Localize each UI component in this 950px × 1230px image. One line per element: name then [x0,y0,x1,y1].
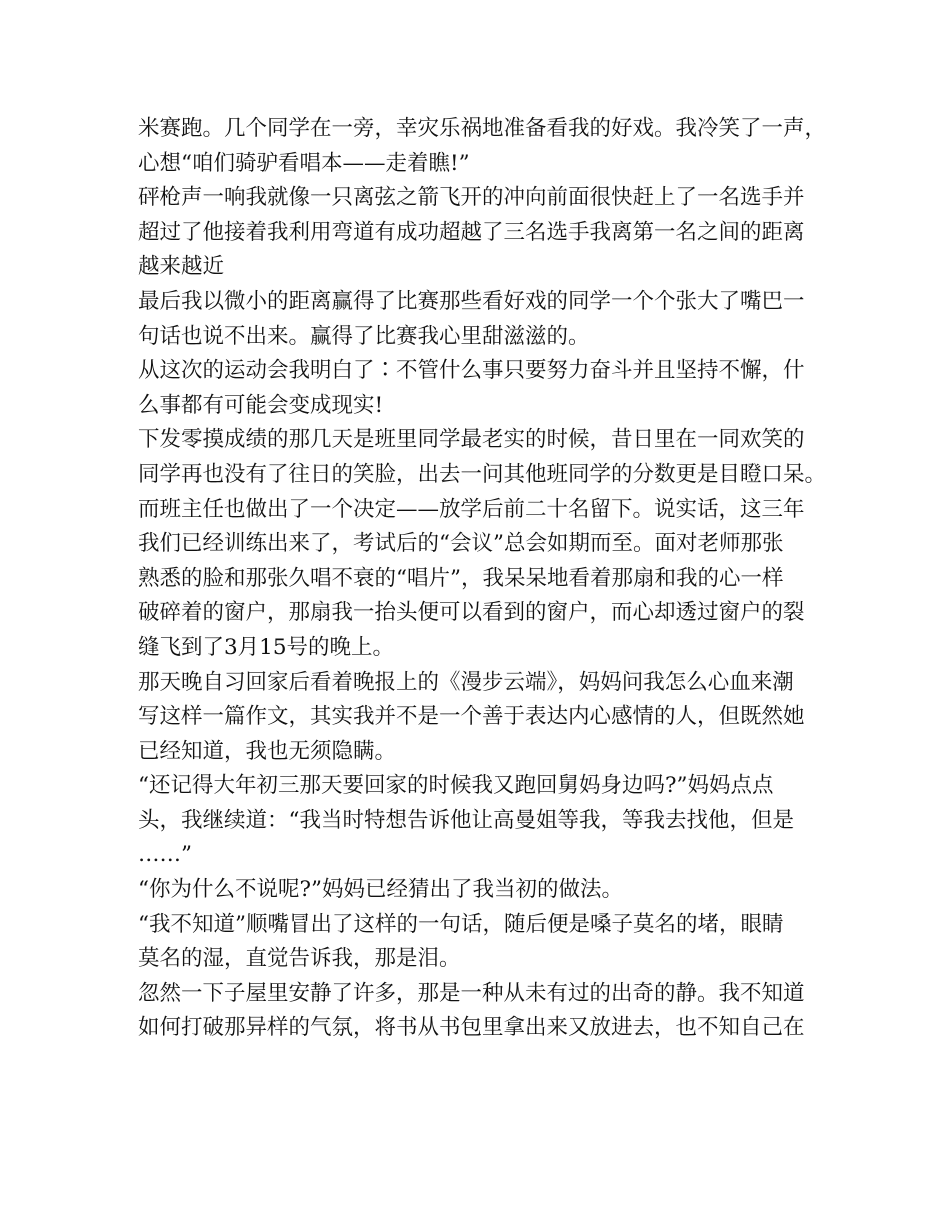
text-line: 熟悉的脸和那张久唱不衰的“唱片”，我呆呆地看着那扇和我的心一样 [138,565,784,591]
text-line: 砰枪声一响我就像一只离弦之箭飞开的冲向前面很快赶上了一名选手并 [138,185,805,211]
text-line: “我不知道”顺嘴冒出了这样的一句话，随后便是嗓子莫名的堵，眼睛 [138,911,784,937]
text-line: 破碎着的窗户，那扇我一抬头便可以看到的窗户，而心却透过窗户的裂 [138,600,805,626]
text-line: 而班主任也做出了一个决定——放学后前二十名留下。说实话，这三年 [138,496,805,522]
text-line: 句话也说不出来。赢得了比赛我心里甜滋滋的。 [138,323,590,349]
text-line: 忽然一下子屋里安静了许多，那是一种从未有过的出奇的静。我不知道 [138,980,805,1006]
text-line: 么事都有可能会变成现实! [138,392,384,418]
text-line: 最后我以微小的距离赢得了比赛那些看好戏的同学一个个张大了嘴巴一 [138,288,805,314]
text-line: “还记得大年初三那天要回家的时候我又跑回舅妈身边吗?”妈妈点点 [138,773,774,799]
text-line: 米赛跑。几个同学在一旁，幸灾乐祸地准备看我的好戏。我冷笑了一声， [138,116,827,141]
text-line: 莫名的湿，直觉告诉我，那是泪。 [138,946,461,972]
text-line: 写这样一篇作文，其实我并不是一个善于表达内心感情的人，但既然她 [138,704,805,730]
text-line: 缝飞到了3月15号的晚上。 [138,634,395,660]
text-line: 心想“咱们骑驴看唱本——走着瞧!” [138,150,470,176]
text-line: 超过了他接着我利用弯道有成功超越了三名选手我离第一名之间的距离 [138,219,805,245]
body-text [138,112,827,1046]
text-line: 下发零摸成绩的那几天是班里同学最老实的时候，昔日里在一同欢笑的 [138,427,805,453]
text-line: 那天晚自习回家后看着晚报上的《漫步云端》，妈妈问我怎么心血来潮 [138,669,794,695]
text-line: 我们已经训练出来了，考试后的“会议”总会如期而至。面对老师那张 [138,531,784,557]
text-line: 如何打破那异样的气氛，将书从书包里拿出来又放进去，也不知自己在 [138,1015,805,1041]
text-line: ……” [138,842,192,868]
text-line: 从这次的运动会我明白了∶不管什么事只要努力奋斗并且坚持不懈，什 [138,358,805,384]
text-line: 头，我继续道：“我当时特想告诉他让高曼姐等我，等我去找他，但是 [138,807,794,833]
text-line: 已经知道，我也无须隐瞒。 [138,738,397,764]
text-line: “你为什么不说呢?”妈妈已经猜出了我当初的做法。 [138,877,624,903]
text-line: 越来越近 [138,254,225,280]
text-line: 同学再也没有了往日的笑脸，出去一问其他班同学的分数更是目瞪口呆。 [138,461,827,487]
